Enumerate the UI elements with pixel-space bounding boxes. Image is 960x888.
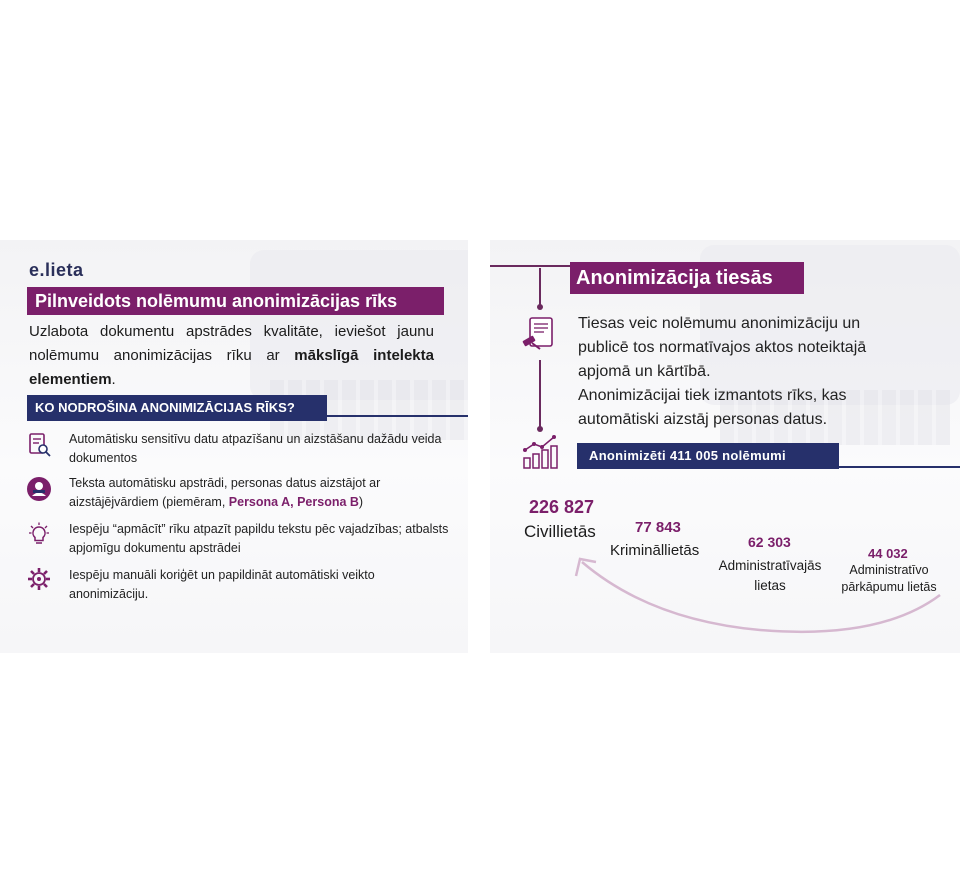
stat-value-2: 77 843 <box>635 519 681 536</box>
bar-chart-growth-icon <box>520 434 566 470</box>
timeline-dot <box>537 426 543 432</box>
paragraph-1: Tiesas veic nolēmumu anonimizāciju un publicē tos normatīvajos aktos noteiktajā apjomā un kārtībā. <box>578 315 867 380</box>
right-panel <box>490 240 960 653</box>
right-paragraphs <box>578 312 908 432</box>
subtitle-band: KO NODROŠINA ANONIMIZĀCIJAS RĪKS? <box>27 395 327 421</box>
stat-label-2: Krimināllietās <box>610 542 700 559</box>
lightbulb-icon <box>26 522 52 548</box>
feature-text-3: Iespēju “apmācīt” rīku atpazīt papildu tekstu pēc vajadzības; atbalsts apjomīgu dokumentu apstrādei <box>69 522 449 555</box>
stat-label-4: Administratīvo pārkāpumu lietās <box>841 563 937 594</box>
paragraph-2: Anonimizācijai tiek izmantots rīks, kas automātiski aizstāj personas datus. <box>578 387 847 428</box>
stat-rule <box>839 466 960 468</box>
lead-paragraph: Uzlabota dokumentu apstrādes kvalitāte, ieviešot jaunu nolēmumu anonimizācijas rīku ar mākslīgā intelekta elementiem. <box>29 323 434 388</box>
gear-icon <box>26 566 52 592</box>
stat-value-4: 44 032 <box>868 546 908 561</box>
feature-text-2: Teksta automātisku apstrādi, personas datus aizstājot ar aizstājējvārdiem (piemēram, Persona A, Persona B) <box>69 476 381 509</box>
elieta-logo: e.lieta <box>29 260 84 280</box>
right-title: Anonimizācija tiesās <box>570 262 804 294</box>
subtitle-rule <box>327 415 468 417</box>
stat-banner: Anonimizēti 411 005 nolēmumi <box>577 443 839 469</box>
stat-label-3: Administratīvajās lietas <box>718 558 822 593</box>
timeline-dot <box>537 304 543 310</box>
document-gavel-icon <box>520 316 560 352</box>
left-title: Pilnveidots nolēmumu anonimizācijas rīks <box>27 287 444 315</box>
stat-value-3: 62 303 <box>748 534 791 550</box>
left-panel <box>0 240 468 653</box>
stat-value-1: 226 827 <box>529 497 595 517</box>
stat-label-1: Civillietās <box>524 522 596 541</box>
title-rule <box>490 265 570 267</box>
person-swap-icon <box>26 476 52 502</box>
feature-text-1: Automātisku sensitīvu datu atpazīšanu un aizstāšanu dažādu veida dokumentos <box>69 432 442 465</box>
feature-text-4: Iespēju manuāli koriģēt un papildināt automātiski veikto anonimizāciju. <box>69 568 375 601</box>
document-search-icon <box>26 432 52 458</box>
timeline-line <box>539 268 541 306</box>
timeline-line <box>539 360 541 428</box>
